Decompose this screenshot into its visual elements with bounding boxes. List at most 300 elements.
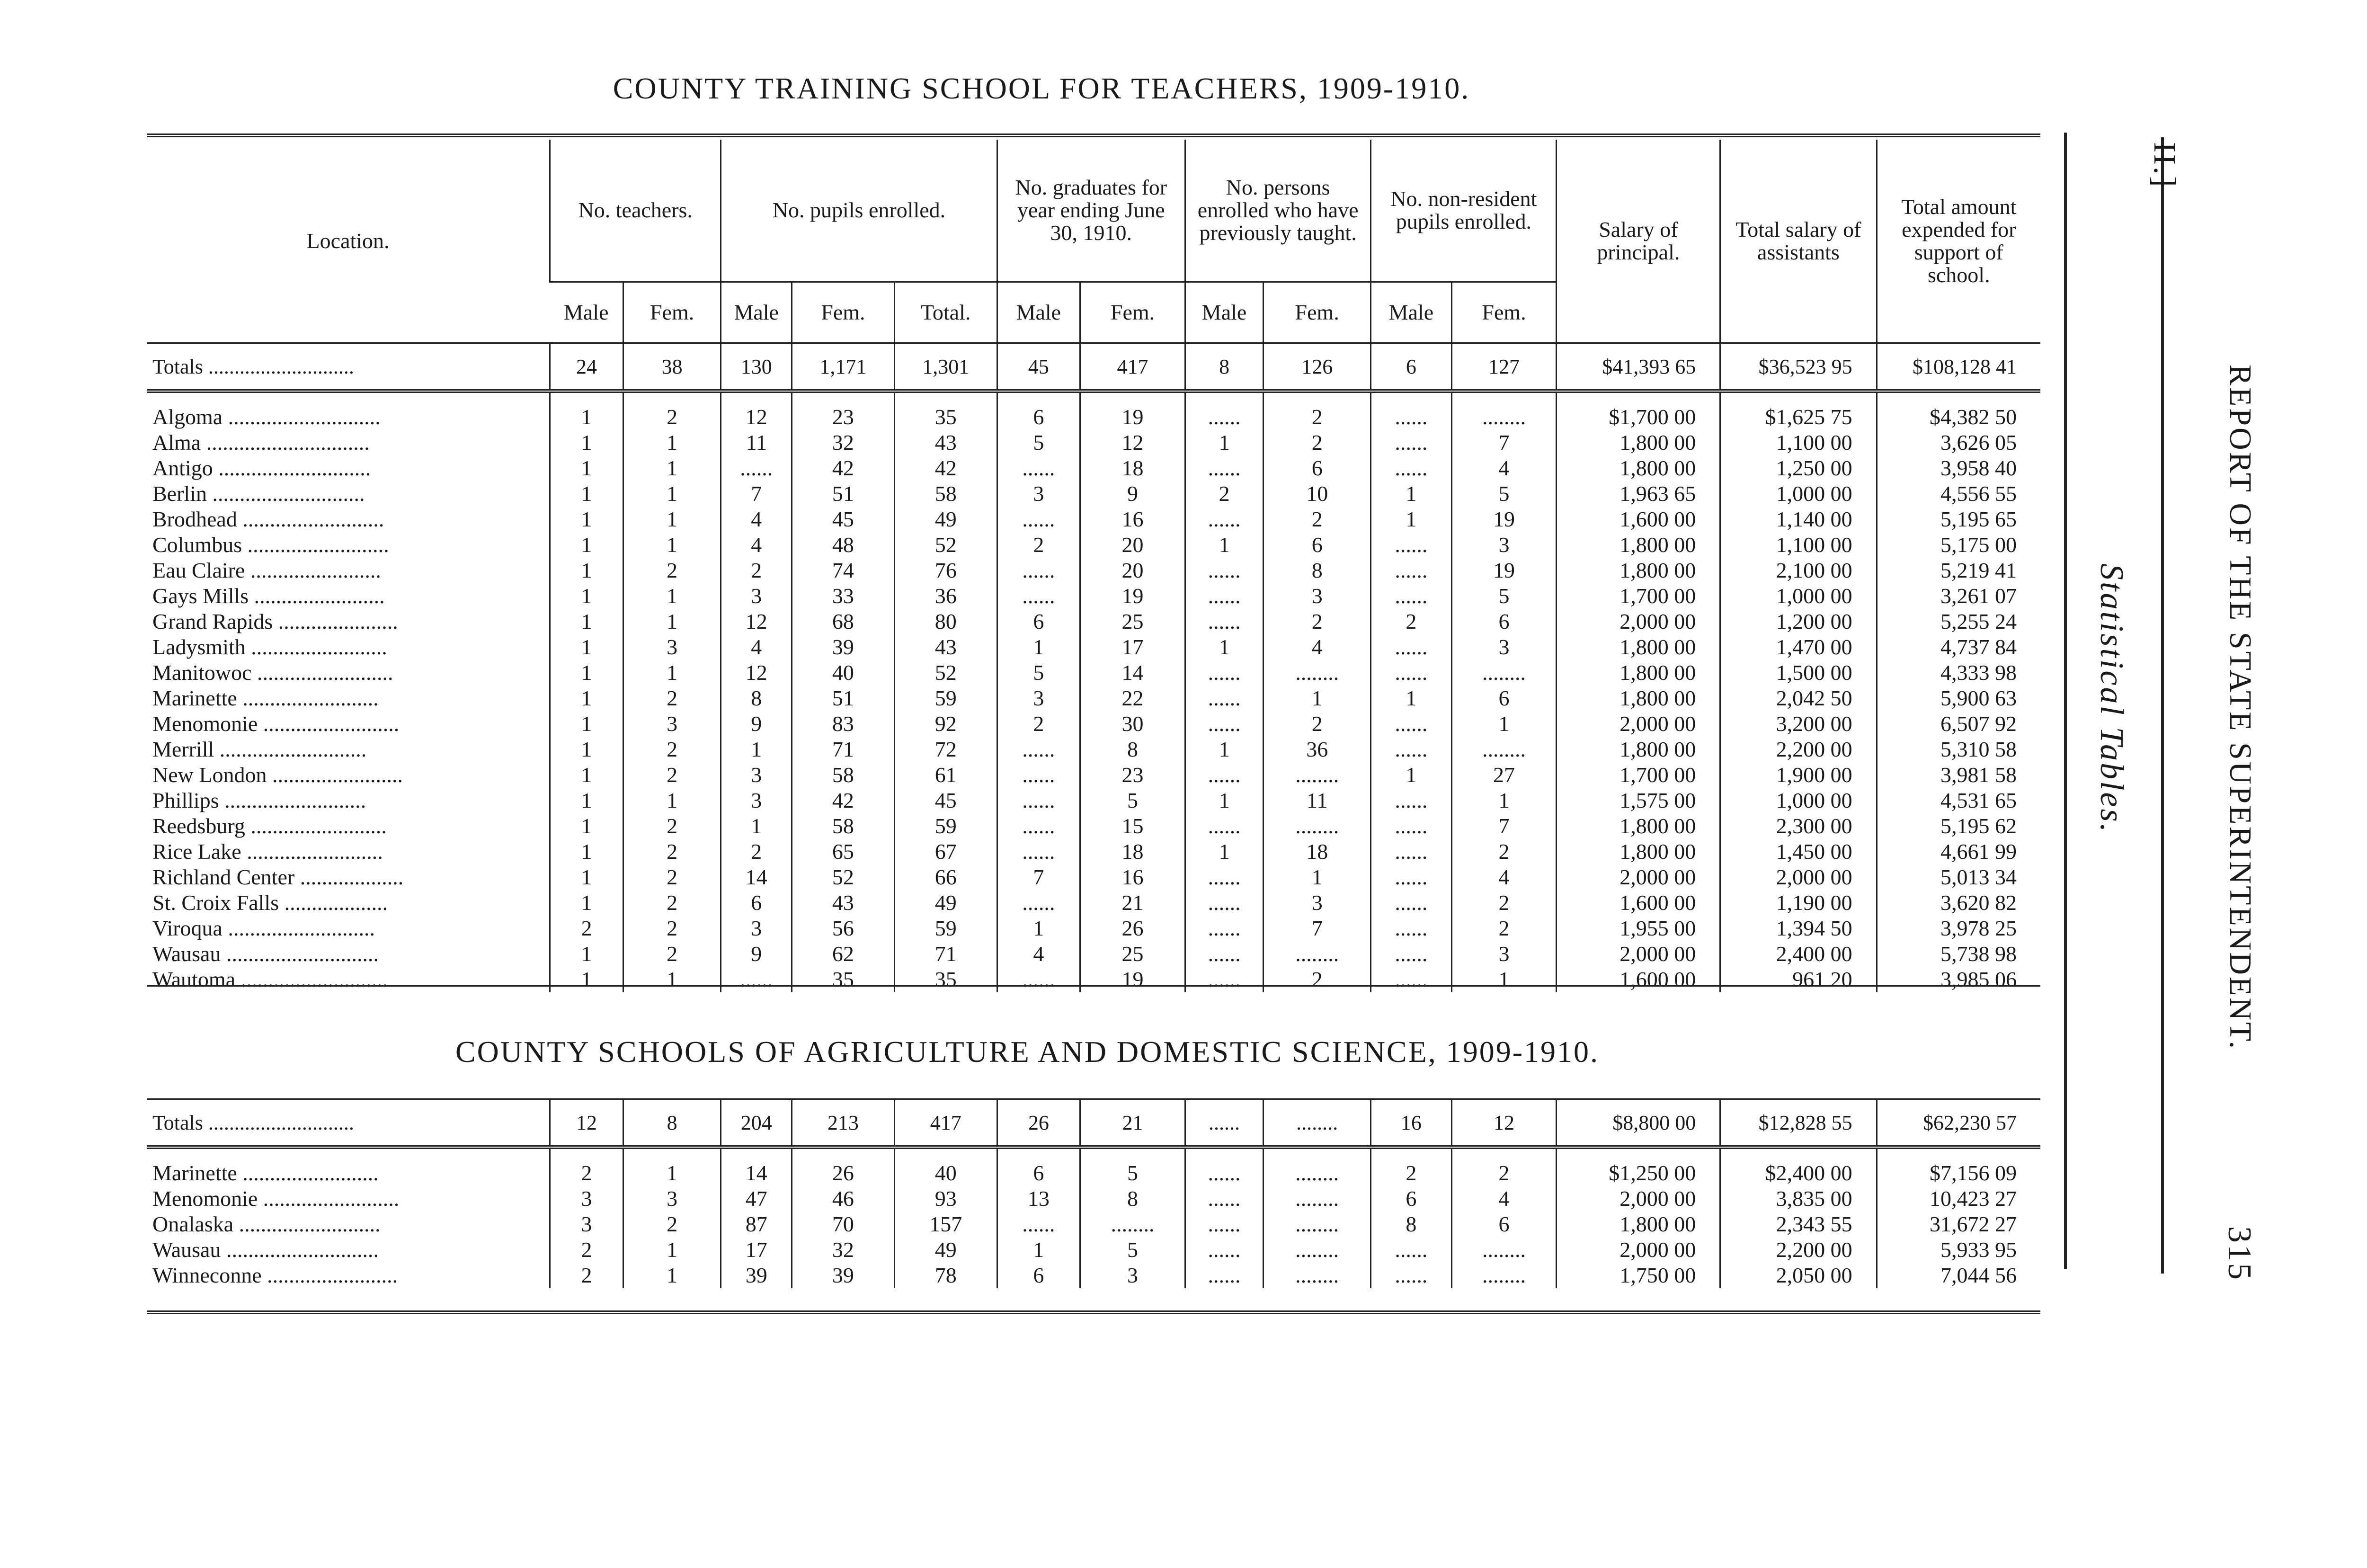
table-cell: 4 (721, 634, 792, 660)
table-cell: 1 (1371, 762, 1451, 788)
header-male: Male (564, 300, 609, 324)
table-cell: 35 (894, 967, 997, 992)
table-cell: 5 (997, 430, 1080, 455)
header-graduates: No. graduates for year ending June 30, 1910. (997, 140, 1185, 282)
location-cell: Merrill ........................... (152, 737, 367, 761)
table-cell: ........ (1264, 813, 1371, 839)
table-cell: 47 (721, 1186, 792, 1212)
table-cell: 5,900 63 (1877, 686, 2040, 711)
table-cell: ...... (997, 1212, 1080, 1237)
table-cell: 87 (721, 1212, 792, 1237)
training-school-table (147, 140, 2040, 992)
table-cell: 1,301 (894, 343, 997, 391)
table-cell: ........ (1264, 941, 1371, 967)
table-cell: 21 (1080, 890, 1185, 916)
table-cell: 1 (550, 890, 623, 916)
table-cell: 126 (1264, 343, 1371, 391)
table-cell: ...... (1371, 583, 1451, 609)
table-cell: 4,531 65 (1877, 788, 2040, 813)
table-cell: 3,978 25 (1877, 916, 2040, 941)
table-cell: 2 (623, 864, 721, 890)
table-cell: 5,195 65 (1877, 507, 2040, 532)
table-cell: 1 (550, 737, 623, 762)
table-cell: 20 (1080, 558, 1185, 583)
table-cell: 1 (1371, 481, 1451, 507)
table-cell: 1 (1451, 711, 1557, 737)
location-cell: Berlin ............................ (152, 481, 365, 506)
table-cell: 2 (550, 916, 623, 941)
table-cell: 17 (1080, 634, 1185, 660)
table-cell: 18 (1080, 455, 1185, 481)
table-cell: 1,450 00 (1720, 839, 1877, 864)
table-row (147, 839, 2040, 864)
table-cell: 1,800 00 (1557, 686, 1720, 711)
agriculture-schools-table (147, 1098, 2040, 1288)
table-cell: 6 (1371, 343, 1451, 391)
table-cell: ...... (1371, 1263, 1451, 1288)
table-cell: 3,835 00 (1720, 1186, 1877, 1212)
table-cell: 1,900 00 (1720, 762, 1877, 788)
table-cell: 1 (550, 583, 623, 609)
table-cell: 9 (721, 711, 792, 737)
table-cell: 3 (721, 916, 792, 941)
table-cell: 3 (997, 481, 1080, 507)
table-cell: 961 20 (1720, 967, 1877, 992)
table-cell: 5 (997, 660, 1080, 686)
table-cell: 42 (792, 788, 895, 813)
table-cell: 2 (623, 762, 721, 788)
location-cell: Alma .............................. (152, 430, 370, 454)
table-cell: 1 (1264, 686, 1371, 711)
table-cell: 1 (550, 788, 623, 813)
table-cell: 4,737 84 (1877, 634, 2040, 660)
table-cell: 2 (1451, 890, 1557, 916)
table-cell: 66 (894, 864, 997, 890)
table-cell: 48 (792, 532, 895, 558)
table-row (147, 609, 2040, 634)
table-cell: 3 (1264, 583, 1371, 609)
table-cell: 6 (997, 391, 1080, 430)
table-cell: 67 (894, 839, 997, 864)
table-cell: 61 (894, 762, 997, 788)
table-cell: ...... (997, 737, 1080, 762)
header-teachers: No. teachers. (550, 140, 721, 282)
table-cell: 18 (1080, 839, 1185, 864)
table-cell: ...... (1371, 839, 1451, 864)
table-cell: 2,042 50 (1720, 686, 1877, 711)
table-cell: ...... (1185, 1212, 1263, 1237)
table-cell: $12,828 55 (1720, 1099, 1877, 1147)
table-cell: 1,800 00 (1557, 1212, 1720, 1237)
table-cell: 1 (550, 391, 623, 430)
table-cell: 1 (1185, 532, 1263, 558)
table-cell: 2 (1371, 609, 1451, 634)
table-cell: 213 (792, 1099, 895, 1147)
table-cell: 1 (550, 813, 623, 839)
table-cell: 31,672 27 (1877, 1212, 2040, 1237)
table-row (147, 813, 2040, 839)
table-cell: 1 (1371, 686, 1451, 711)
table-cell: 3 (550, 1186, 623, 1212)
table-cell: $4,382 50 (1877, 391, 2040, 430)
table-cell: 52 (894, 532, 997, 558)
table-title: COUNTY SCHOOLS OF AGRICULTURE AND DOMESTIC SCIENCE, 1909-1910. (455, 1035, 1600, 1069)
table-cell: 1,140 00 (1720, 507, 1877, 532)
table-cell: 76 (894, 558, 997, 583)
table-cell: 6 (1371, 1186, 1451, 1212)
table-cell: 1 (623, 967, 721, 992)
table-cell: ...... (1371, 967, 1451, 992)
table-cell: 23 (1080, 762, 1185, 788)
table-cell: 1,750 00 (1557, 1263, 1720, 1288)
location-cell: Reedsburg ......................... (152, 814, 387, 838)
table-cell: 1 (623, 507, 721, 532)
table-cell: 4,556 55 (1877, 481, 2040, 507)
table-cell: 26 (1080, 916, 1185, 941)
table-cell: $1,250 00 (1557, 1147, 1720, 1186)
table2-bottom-rule (147, 1310, 2040, 1314)
table-cell: ...... (1371, 864, 1451, 890)
table-cell: 1,800 00 (1557, 430, 1720, 455)
table-cell: ...... (1185, 762, 1263, 788)
location-cell: Brodhead .......................... (152, 507, 384, 531)
table-cell: 4 (721, 532, 792, 558)
table-cell: 40 (894, 1147, 997, 1186)
table-cell: 65 (792, 839, 895, 864)
table-cell: 2,400 00 (1720, 941, 1877, 967)
table-cell: 2,200 00 (1720, 737, 1877, 762)
location-cell: Viroqua ........................... (152, 916, 375, 940)
table-cell: 26 (792, 1147, 895, 1186)
table-cell: ........ (1451, 737, 1557, 762)
table-cell: 2 (1264, 507, 1371, 532)
table-cell: ........ (1264, 1147, 1371, 1186)
table-cell: 26 (997, 1099, 1080, 1147)
table-row (147, 711, 2040, 737)
table-cell: 70 (792, 1212, 895, 1237)
location-cell: Eau Claire ........................ (152, 558, 381, 582)
table-cell: 6 (721, 890, 792, 916)
location-cell: Algoma ............................ (152, 405, 381, 429)
table-cell: ...... (1185, 507, 1263, 532)
table-cell: 1 (1451, 788, 1557, 813)
table-cell: 1 (721, 737, 792, 762)
table-cell: 6 (997, 609, 1080, 634)
table-cell: ........ (1264, 1263, 1371, 1288)
table-cell: 2 (623, 686, 721, 711)
table-cell: 5 (1451, 583, 1557, 609)
table-cell: 14 (1080, 660, 1185, 686)
table-cell: 4 (1451, 1186, 1557, 1212)
table-cell: 1,700 00 (1557, 762, 1720, 788)
table-cell: 74 (792, 558, 895, 583)
side-rule (2161, 137, 2164, 1274)
table-cell: 5 (1080, 1147, 1185, 1186)
table-cell: 11 (721, 430, 792, 455)
table-cell: 2 (1264, 391, 1371, 430)
table-cell: 1 (1371, 507, 1451, 532)
table-row (147, 1147, 2040, 1186)
table-cell: ...... (1185, 1186, 1263, 1212)
table-cell: ...... (1371, 788, 1451, 813)
table-cell: 71 (894, 941, 997, 967)
location-cell: Antigo ............................ (152, 456, 371, 480)
table-cell: 11 (1264, 788, 1371, 813)
table-cell: 1 (550, 967, 623, 992)
table-cell: ...... (1185, 967, 1263, 992)
table-cell: 1,700 00 (1557, 583, 1720, 609)
table-cell: ........ (1264, 762, 1371, 788)
table-cell: 4,661 99 (1877, 839, 2040, 864)
table-cell: 130 (721, 343, 792, 391)
table-cell: 16 (1080, 864, 1185, 890)
table-cell: 7 (1451, 430, 1557, 455)
header-male: Male (1185, 282, 1263, 343)
table-cell: ...... (1185, 609, 1263, 634)
table-row (147, 558, 2040, 583)
table-cell: 1,800 00 (1557, 455, 1720, 481)
table-row (147, 941, 2040, 967)
table-cell: 52 (894, 660, 997, 686)
table-cell: 3 (550, 1212, 623, 1237)
table-cell: 39 (721, 1263, 792, 1288)
table-cell: 1 (1185, 788, 1263, 813)
table-cell: 3 (1451, 634, 1557, 660)
table-cell: 32 (792, 1237, 895, 1263)
table-cell: $41,393 65 (1557, 343, 1720, 391)
header-male: Male (997, 282, 1080, 343)
table-cell: ...... (1371, 455, 1451, 481)
table-cell: ...... (997, 890, 1080, 916)
table-cell: 1 (550, 481, 623, 507)
table-cell: ...... (997, 813, 1080, 839)
side-rule (2064, 133, 2067, 1269)
table-cell: ...... (997, 558, 1080, 583)
table-cell: 7 (721, 481, 792, 507)
table-cell: 3,981 58 (1877, 762, 2040, 788)
location-cell: Ladysmith ......................... (152, 635, 387, 659)
table-cell: 2,050 00 (1720, 1263, 1877, 1288)
table-cell: 49 (894, 890, 997, 916)
totals-row (147, 1099, 2040, 1147)
table-cell: 2,300 00 (1720, 813, 1877, 839)
table-cell: 1 (550, 864, 623, 890)
table-cell: ...... (1371, 634, 1451, 660)
table-cell: 5 (1451, 481, 1557, 507)
table-cell: 1 (623, 1147, 721, 1186)
table-cell: 20 (1080, 532, 1185, 558)
table-cell: 4,333 98 (1877, 660, 2040, 686)
header-total-expended: Total amount expended for support of school. (1877, 140, 2040, 343)
table-cell: 1,394 50 (1720, 916, 1877, 941)
location-cell: Totals ............................ (147, 1099, 550, 1147)
table-cell: ...... (1185, 686, 1263, 711)
table-cell: 43 (894, 430, 997, 455)
table-cell: 40 (792, 660, 895, 686)
table-cell: 23 (792, 391, 895, 430)
table-cell: $2,400 00 (1720, 1147, 1877, 1186)
table-cell: 80 (894, 609, 997, 634)
table-row (147, 391, 2040, 430)
table-cell: 1,955 00 (1557, 916, 1720, 941)
header-fem: Fem. (1451, 282, 1557, 343)
table-cell: 1 (550, 686, 623, 711)
table-row (147, 788, 2040, 813)
table-row (147, 916, 2040, 941)
table-cell: ........ (1264, 1237, 1371, 1263)
table-cell: 1 (550, 558, 623, 583)
location-cell: Menomonie ......................... (152, 712, 400, 736)
table-cell: ...... (1371, 890, 1451, 916)
table-cell: 3 (1264, 890, 1371, 916)
table-cell: 5 (1080, 788, 1185, 813)
table-cell: 1 (623, 788, 721, 813)
table-cell: ...... (1185, 1237, 1263, 1263)
table-cell: ...... (997, 583, 1080, 609)
table-cell: $36,523 95 (1720, 343, 1877, 391)
table-cell: 3 (1451, 532, 1557, 558)
table-cell: ...... (1371, 558, 1451, 583)
table-cell: 45 (792, 507, 895, 532)
table-cell: 1,171 (792, 343, 895, 391)
table-cell: ........ (1264, 1099, 1371, 1147)
header-male: Male (721, 282, 792, 343)
table-cell: 56 (792, 916, 895, 941)
table-cell: ...... (1185, 864, 1263, 890)
table-cell: 13 (997, 1186, 1080, 1212)
table-cell: ...... (1371, 660, 1451, 686)
table-cell: 93 (894, 1186, 997, 1212)
table-cell: 8 (1185, 343, 1263, 391)
table-cell: 2 (721, 558, 792, 583)
table-cell: 3 (721, 583, 792, 609)
table-cell: 21 (1080, 1099, 1185, 1147)
table-cell: ...... (1371, 813, 1451, 839)
header-salary-assistants: Total salary of assistants (1720, 140, 1877, 343)
table-cell: ...... (1185, 558, 1263, 583)
table-cell: ........ (1451, 1263, 1557, 1288)
table-cell: 5,175 00 (1877, 532, 2040, 558)
table-cell: 1 (623, 455, 721, 481)
table-cell: 72 (894, 737, 997, 762)
table-cell: 3,200 00 (1720, 711, 1877, 737)
table-cell: 10 (1264, 481, 1371, 507)
table-cell: 1,800 00 (1557, 839, 1720, 864)
table-cell: 1 (1185, 839, 1263, 864)
table-cell: 45 (894, 788, 997, 813)
table-row (147, 634, 2040, 660)
table-cell: 1 (623, 1237, 721, 1263)
table-cell: 7 (997, 864, 1080, 890)
table-cell: ...... (997, 507, 1080, 532)
location-cell: Winneconne ........................ (152, 1263, 398, 1287)
table-cell: 1 (550, 532, 623, 558)
table-cell: 1,000 00 (1720, 583, 1877, 609)
table-cell: 5,933 95 (1877, 1237, 2040, 1263)
section-subtitle: Statistical Tables. (2093, 563, 2130, 834)
table-cell: 19 (1451, 558, 1557, 583)
table-cell: 36 (1264, 737, 1371, 762)
table-cell: 3 (623, 634, 721, 660)
table-cell: 2 (623, 813, 721, 839)
table-cell: 42 (792, 455, 895, 481)
table-cell: ...... (1371, 711, 1451, 737)
table-cell: 1 (550, 634, 623, 660)
table-cell: 3 (721, 762, 792, 788)
table-cell: 9 (1080, 481, 1185, 507)
table-cell: 92 (894, 711, 997, 737)
table-cell: 52 (792, 864, 895, 890)
table-cell: ...... (997, 967, 1080, 992)
location-cell: Wausau ............................ (152, 1238, 379, 1262)
table-cell: 78 (894, 1263, 997, 1288)
table-cell: 1 (550, 762, 623, 788)
table-cell: 1 (1264, 864, 1371, 890)
table-cell: 7,044 56 (1877, 1263, 2040, 1288)
table-cell: 1 (623, 583, 721, 609)
table-row (147, 762, 2040, 788)
table-cell: 417 (894, 1099, 997, 1147)
table-cell: 8 (1264, 558, 1371, 583)
table-cell: 6 (1264, 532, 1371, 558)
table-cell: 6 (997, 1147, 1080, 1186)
table-cell: 1 (623, 660, 721, 686)
table-cell: 1,800 00 (1557, 558, 1720, 583)
table-cell: 83 (792, 711, 895, 737)
table-cell: 5,219 41 (1877, 558, 2040, 583)
table-cell: 1 (550, 609, 623, 634)
table-cell: 1,200 00 (1720, 609, 1877, 634)
table-cell: 2 (1185, 481, 1263, 507)
table-cell: ...... (997, 788, 1080, 813)
table-cell: 1,190 00 (1720, 890, 1877, 916)
table-cell: 1,600 00 (1557, 967, 1720, 992)
table-cell: ...... (1185, 583, 1263, 609)
table-cell: 14 (721, 864, 792, 890)
table-cell: 2 (550, 1263, 623, 1288)
location-cell: Columbus .......................... (152, 533, 389, 557)
table-cell: 12 (550, 1099, 623, 1147)
table-cell: 1 (623, 430, 721, 455)
location-cell: Manitowoc ......................... (152, 660, 393, 685)
table-cell: 5,013 34 (1877, 864, 2040, 890)
table-cell: ...... (721, 967, 792, 992)
location-cell: Grand Rapids ...................... (152, 609, 398, 633)
location-cell: Marinette ......................... (152, 1161, 379, 1185)
table-cell: 5 (1080, 1237, 1185, 1263)
location-cell: Wautoma ........................... (152, 967, 388, 991)
table-cell: $108,128 41 (1877, 343, 2040, 391)
table-cell: 5,738 98 (1877, 941, 2040, 967)
table-cell: ...... (1185, 1099, 1263, 1147)
table-row (147, 455, 2040, 481)
table-cell: 1,600 00 (1557, 507, 1720, 532)
table-cell: ...... (1185, 813, 1263, 839)
location-cell: Marinette ......................... (152, 686, 379, 710)
table-cell: ...... (997, 455, 1080, 481)
table-row (147, 583, 2040, 609)
table-cell: 6,507 92 (1877, 711, 2040, 737)
table-cell: 3,958 40 (1877, 455, 2040, 481)
table-row (147, 686, 2040, 711)
table-cell: 12 (1451, 1099, 1557, 1147)
table-cell: 2,000 00 (1557, 941, 1720, 967)
table-cell: 2 (1371, 1147, 1451, 1186)
table-cell: 62 (792, 941, 895, 967)
table-cell: 1 (997, 1237, 1080, 1263)
table-cell: 59 (894, 916, 997, 941)
table-cell: 1 (550, 455, 623, 481)
